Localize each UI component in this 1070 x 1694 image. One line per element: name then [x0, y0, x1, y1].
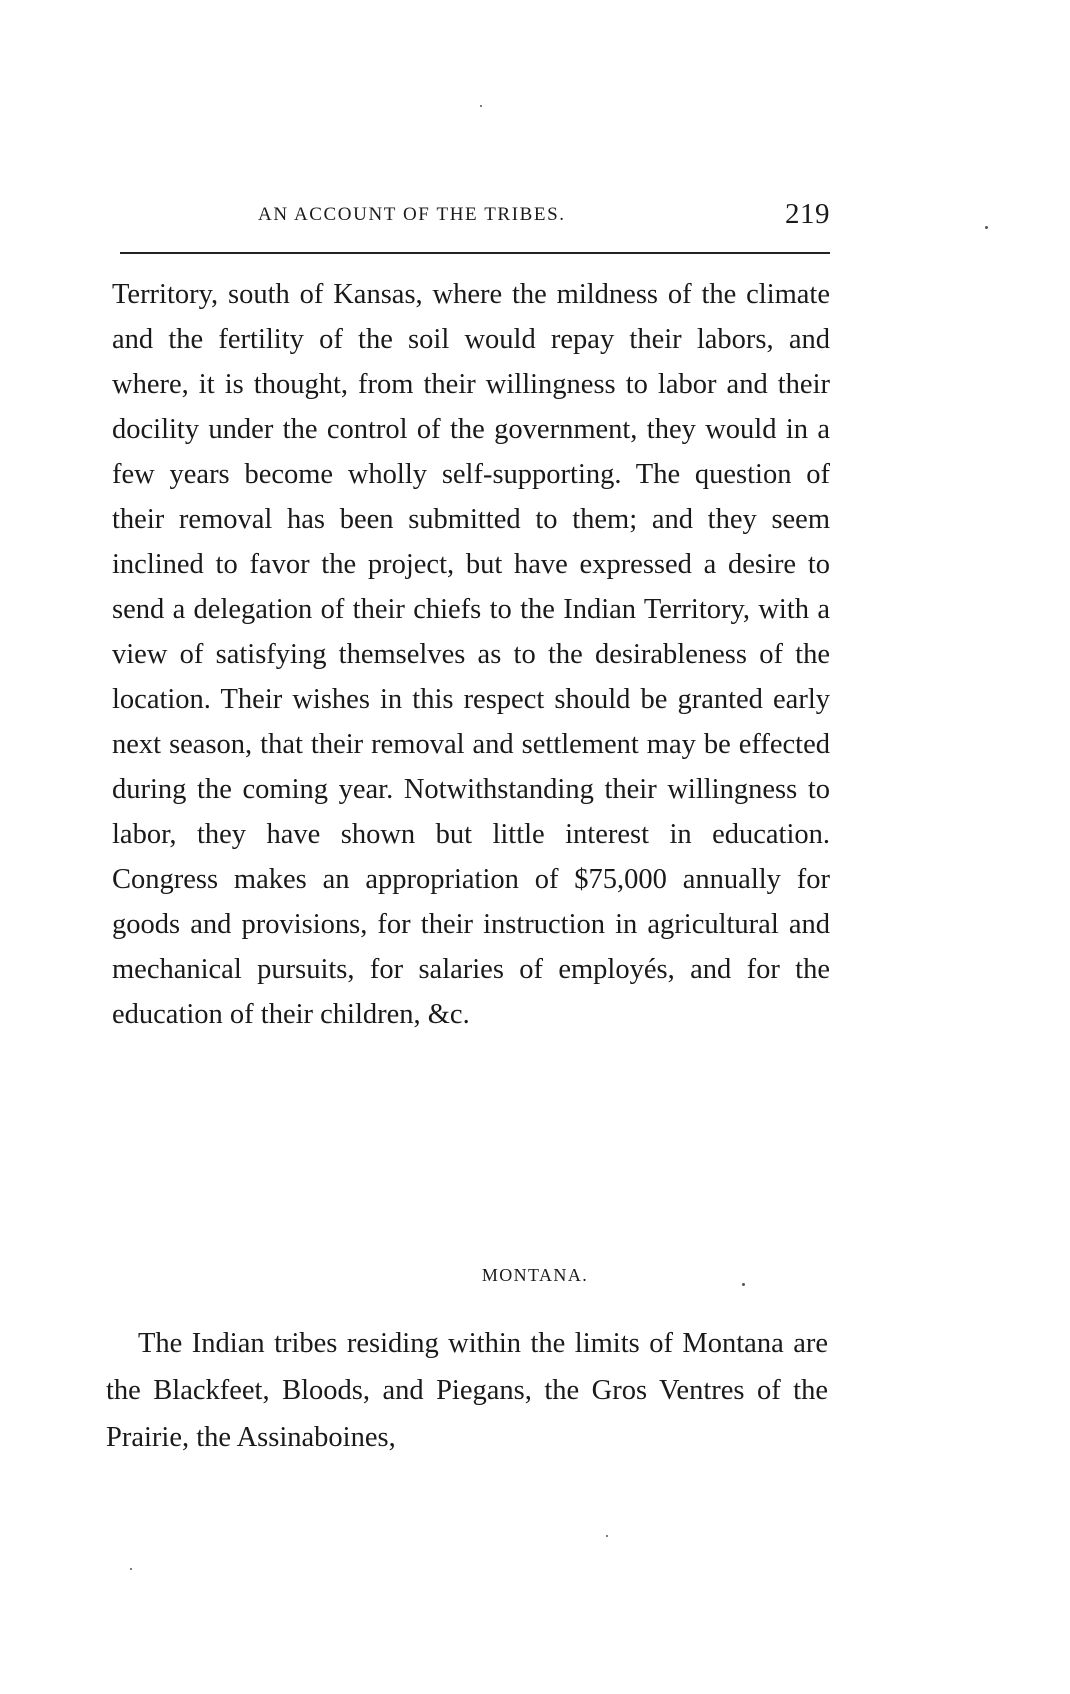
section-heading: MONTANA. — [481, 1265, 589, 1285]
body-text — [112, 272, 830, 1037]
paper-speck — [130, 1568, 132, 1570]
header-rule — [120, 252, 830, 254]
paper-speck — [985, 226, 988, 229]
paper-speck — [480, 105, 482, 107]
running-head — [118, 198, 830, 238]
paper-speck — [606, 1535, 608, 1537]
running-title: AN ACCOUNT OF THE TRIBES. — [258, 204, 566, 225]
page-number: 219 — [785, 198, 830, 230]
paper-speck — [742, 1283, 745, 1286]
section-text — [106, 1320, 828, 1461]
body-paragraph: Territory, south of Kansas, where the mildness of the climate and the fertility of the soil would repay their labors, and where, it is thought, from their willingness to labor and their docility under the control of the government, they would in a few years become wholly self-supporting. The question of their removal has been submitted to them; and they seem inclined to favor the project, but have expressed a desire to send a delegation of their chiefs to the Indian Territory, with a view of satisfying themselves as to the desirableness of the location. Their wishes in this respect should be granted early next season, that their removal and settlement may be effected during the coming year. Notwithstanding their willingness to labor, they have shown but little interest in education. Congress makes an appropriation of $75,000 annually for goods and provisions, for their instruction in agricultural and mechanical pursuits, for salaries of employés, and for the education of their children, &c. — [112, 279, 830, 1030]
section-paragraph: The Indian tribes residing within the limits of Montana are the Blackfeet, Bloods, and Piegans, the Gros Ventres of the Prairie, the Assinaboines, — [106, 1328, 828, 1453]
